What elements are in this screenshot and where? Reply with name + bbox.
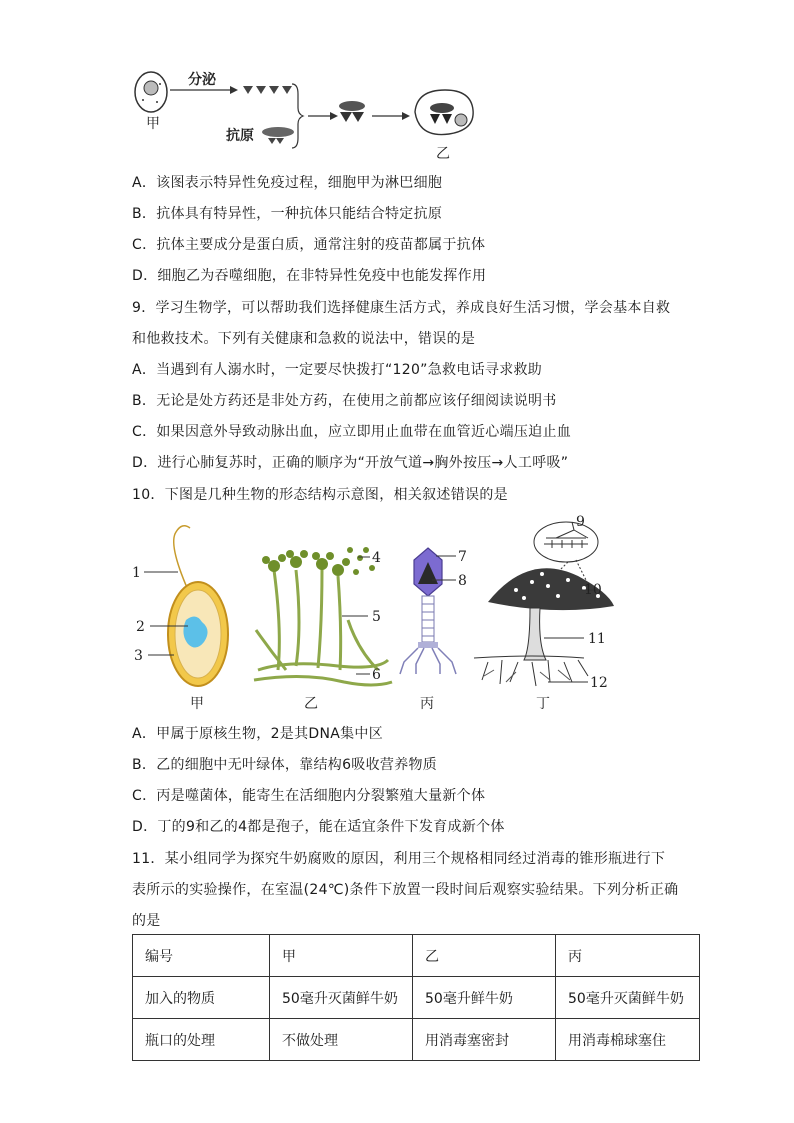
secrete-label: 分泌 <box>188 72 216 88</box>
q9-option-c: C．如果因意外导致动脉出血，应立即用止血带在血管近心端压迫止血 <box>132 424 572 440</box>
table-row <box>133 1019 700 1061</box>
q10-option-a: A．甲属于原核生物，2是其DNA集中区 <box>132 726 384 742</box>
table-row <box>133 977 700 1019</box>
q8-option-b: B．抗体具有特异性，一种抗体只能结合特定抗原 <box>132 206 443 222</box>
q10-option-b: B．乙的细胞中无叶绿体，靠结构6吸收营养物质 <box>132 757 438 773</box>
table-cell: 瓶口的处理 <box>133 1019 270 1061</box>
antigen-antibody-complex <box>339 101 365 122</box>
caption-bing: 丙 <box>420 696 434 712</box>
table-cell: 丙 <box>556 935 700 977</box>
table-cell: 不做处理 <box>270 1019 413 1061</box>
label-3: 3 <box>134 648 143 664</box>
cell-a-label: 甲 <box>146 116 160 132</box>
cell-a-drawing <box>135 72 167 112</box>
label-10: 10 <box>584 582 602 598</box>
table-cell: 用消毒塞密封 <box>413 1019 556 1061</box>
q9-option-b: B．无论是处方药还是非处方药，在使用之前都应该仔细阅读说明书 <box>132 393 557 409</box>
spores-drawing <box>262 547 375 576</box>
label-12: 12 <box>590 675 608 691</box>
q10-stem: 10．下图是几种生物的形态结构示意图，相关叙述错误的是 <box>132 487 508 503</box>
label-11: 11 <box>588 631 606 647</box>
bacterium-drawing <box>168 526 228 686</box>
table-cell: 用消毒棉球塞住 <box>556 1019 700 1061</box>
q9-option-a: A．当遇到有人溺水时，一定要尽快拨打“120”急救电话寻求救助 <box>132 362 543 378</box>
caption-ding: 丁 <box>536 696 550 712</box>
table-cell: 乙 <box>413 935 556 977</box>
mushroom-drawing <box>474 522 614 686</box>
table-cell: 50毫升鲜牛奶 <box>413 977 556 1019</box>
q8-option-a: A．该图表示特异性免疫过程，细胞甲为淋巴细胞 <box>132 175 443 191</box>
q9-stem-line2: 和他救技术。下列有关健康和急救的说法中，错误的是 <box>132 331 476 347</box>
table-cell: 甲 <box>270 935 413 977</box>
label-1: 1 <box>132 565 141 581</box>
cell-b-label: 乙 <box>436 146 450 162</box>
phagocyte-drawing <box>415 90 473 135</box>
label-4: 4 <box>372 550 381 566</box>
antigen-icon <box>262 127 294 144</box>
antibody-icons <box>243 86 292 94</box>
caption-yi: 乙 <box>304 696 318 712</box>
q9-option-d: D．进行心肺复苏时，正确的顺序为“开放气道→胸外按压→人工呼吸” <box>132 455 569 471</box>
organisms-figure <box>128 510 618 712</box>
table-row <box>133 935 700 977</box>
antigen-label: 抗原 <box>226 128 254 144</box>
label-6: 6 <box>372 667 381 683</box>
q10-option-c: C．丙是噬菌体，能寄生在活细胞内分裂繁殖大量新个体 <box>132 788 486 804</box>
immune-response-figure <box>130 66 490 166</box>
label-9: 9 <box>576 514 585 530</box>
caption-jia: 甲 <box>190 696 204 712</box>
label-8: 8 <box>458 573 467 589</box>
bacteriophage-drawing <box>400 548 456 674</box>
table-cell: 50毫升灭菌鲜牛奶 <box>556 977 700 1019</box>
q8-option-c: C．抗体主要成分是蛋白质，通常注射的疫苗都属于抗体 <box>132 237 486 253</box>
label-7: 7 <box>458 549 467 565</box>
label-2: 2 <box>136 619 145 635</box>
q11-stem-line1: 11．某小组同学为探究牛奶腐败的原因，利用三个规格相同经过消毒的锥形瓶进行下 <box>132 851 666 867</box>
table-cell: 加入的物质 <box>133 977 270 1019</box>
experiment-table <box>132 934 700 1061</box>
q8-option-d: D．细胞乙为吞噬细胞，在非特异性免疫中也能发挥作用 <box>132 268 487 284</box>
q10-option-d: D．丁的9和乙的4都是孢子，能在适宜条件下发育成新个体 <box>132 819 505 835</box>
q11-stem-line3: 的是 <box>132 913 161 929</box>
table-cell: 编号 <box>133 935 270 977</box>
label-5: 5 <box>372 609 381 625</box>
table-cell: 50毫升灭菌鲜牛奶 <box>270 977 413 1019</box>
q11-stem-line2: 表所示的实验操作，在室温(24℃)条件下放置一段时间后观察实验结果。下列分析正确 <box>132 882 679 898</box>
q9-stem-line1: 9．学习生物学，可以帮助我们选择健康生活方式，养成良好生活习惯，学会基本自救 <box>132 300 671 316</box>
